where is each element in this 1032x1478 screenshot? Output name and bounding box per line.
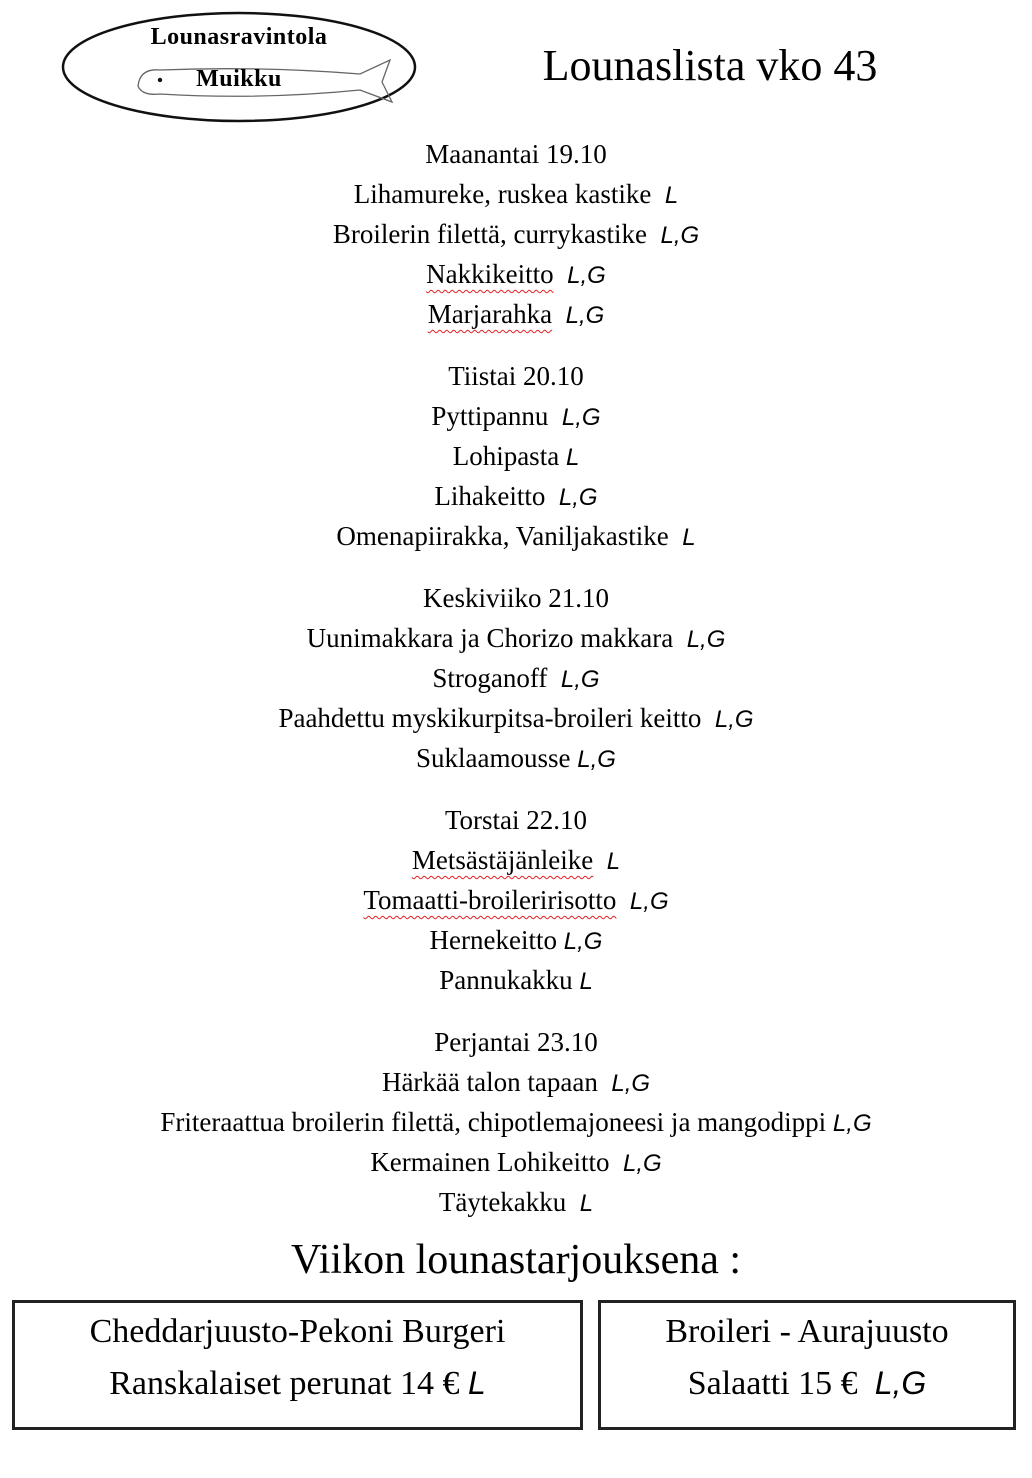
- menu-item: Omenapiirakka, Vaniljakastike L: [336, 521, 696, 551]
- diet-tag: L,G: [714, 706, 754, 733]
- day-header: Maanantai 19.10: [425, 139, 607, 169]
- diet-tag: L,G: [563, 928, 603, 955]
- day-tuesday: [0, 356, 1032, 556]
- diet-tag: L,G: [629, 888, 669, 915]
- diet-tag: L: [565, 444, 580, 471]
- menu-item: Hernekeitto L,G: [429, 925, 603, 955]
- menu-item: Suklaamousse L,G: [416, 743, 616, 773]
- page-title: Lounaslista vko 43: [542, 41, 878, 90]
- day-monday: [0, 134, 1032, 334]
- diet-tag: L: [664, 182, 679, 209]
- diet-tag: L: [682, 524, 696, 551]
- day-header: Tiistai 20.10: [448, 361, 584, 391]
- menu-item: Pannukakku L: [439, 965, 593, 995]
- offer-line-1: Cheddarjuusto-Pekoni Burgeri: [89, 1313, 506, 1350]
- diet-tag: L: [579, 968, 593, 995]
- menu-item: Lohipasta L: [452, 441, 580, 471]
- diet-tag: L,G: [561, 404, 601, 431]
- diet-tag: L: [468, 1365, 486, 1401]
- menu-item: Nakkikeitto L,G: [426, 259, 606, 289]
- diet-tag: L,G: [567, 262, 606, 289]
- offers-title: Viikon lounastarjouksena :: [290, 1237, 742, 1283]
- restaurant-logo: [60, 10, 418, 125]
- day-friday: [0, 1022, 1032, 1222]
- menu-item: Broilerin filettä, currykastike L,G: [332, 219, 700, 249]
- logo-line-1: Lounasravintola: [150, 24, 328, 50]
- day-thursday: [0, 800, 1032, 1000]
- offer-line-2: Salaatti 15 € L,G: [687, 1365, 927, 1402]
- menu-item: Tomaatti-broileririsotto L,G: [363, 885, 669, 915]
- diet-tag: L,G: [686, 626, 726, 653]
- menu-item: Uunimakkara ja Chorizo makkara L,G: [306, 623, 726, 653]
- diet-tag: L: [579, 1190, 594, 1217]
- diet-tag: L,G: [560, 666, 600, 693]
- menu-item: Täytekakku L: [438, 1187, 594, 1217]
- menu-item: Pyttipannu L,G: [431, 401, 601, 431]
- diet-tag: L,G: [660, 222, 700, 249]
- offer-box-burger: [12, 1300, 583, 1430]
- menu-item: Lihamureke, ruskea kastike L: [353, 179, 679, 209]
- diet-tag: L,G: [611, 1070, 651, 1097]
- diet-tag: L,G: [832, 1110, 872, 1137]
- diet-tag: L,G: [623, 1150, 662, 1177]
- offer-line-1: Broileri - Aurajuusto: [665, 1313, 949, 1350]
- menu-item: Paahdettu myskikurpitsa-broileri keitto L,G: [278, 703, 754, 733]
- day-header: Keskiviiko 21.10: [423, 583, 609, 613]
- menu-item: Kermainen Lohikeitto L,G: [370, 1147, 662, 1177]
- diet-tag: L,G: [874, 1365, 927, 1401]
- menu-item: Lihakeitto L,G: [434, 481, 598, 511]
- menu-item: Stroganoff L,G: [432, 663, 600, 693]
- menu-item: Härkää talon tapaan L,G: [381, 1067, 651, 1097]
- diet-tag: L,G: [565, 302, 605, 329]
- diet-tag: L: [606, 848, 621, 875]
- day-header: Perjantai 23.10: [434, 1027, 598, 1057]
- offer-line-2: Ranskalaiset perunat 14 € L: [109, 1365, 486, 1402]
- logo-line-2: Muikku: [196, 66, 282, 92]
- day-header: Torstai 22.10: [444, 805, 588, 835]
- diet-tag: L,G: [577, 746, 616, 773]
- day-wednesday: [0, 578, 1032, 778]
- weekly-menu: [0, 134, 1032, 1244]
- menu-item: Metsästäjänleike L: [411, 845, 621, 875]
- menu-item: Friteraattua broilerin filettä, chipotlemajoneesi ja mangodippi L,G: [160, 1107, 872, 1137]
- diet-tag: L,G: [558, 484, 598, 511]
- offer-box-salad: [598, 1300, 1016, 1430]
- menu-item: Marjarahka L,G: [427, 299, 605, 329]
